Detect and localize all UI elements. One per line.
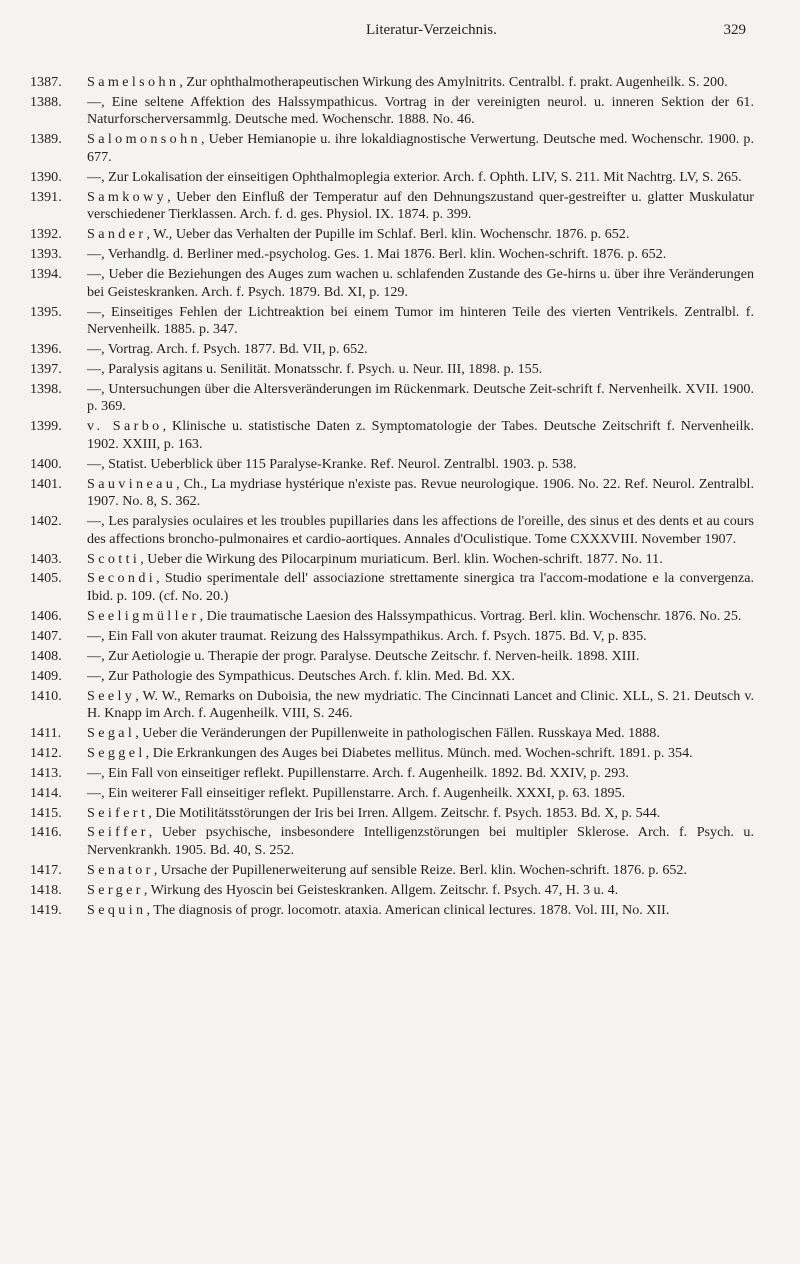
entry-number: 1391.: [30, 188, 62, 205]
bibliography-entry: [0, 882, 800, 900]
entry-text: —, Ein Fall von akuter traumat. Reizung des Halssympathikus. Arch. f. Psych. 1875. Bd. V, p. 835.: [87, 627, 647, 644]
entry-author: Seggel: [87, 744, 146, 761]
entry-number: 1405.: [30, 570, 62, 587]
entry-number: 1417.: [30, 861, 62, 878]
entry-text: , Ueber Hemianopie u. ihre lokaldiagnostische Verwertung. Deutsche med. Wochenschr. 1900. p. 677.: [87, 131, 754, 165]
entry-text: —, Ein Fall von einseitiger reflekt. Pupillenstarre. Arch. f. Augenheilk. 1892. Bd. XXIV, p. 293.: [87, 764, 629, 781]
bibliography-entry: [0, 476, 800, 511]
entry-text: —, Zur Lokalisation der einseitigen Ophthalmoplegia exterior. Arch. f. Ophth. LIV, S. 211. Mit Nachtrg. LV, S. 265.: [87, 168, 742, 185]
entry-number: 1415.: [30, 804, 62, 821]
entry-author: Secondi: [87, 570, 157, 587]
entry-number: 1403.: [30, 550, 62, 567]
entry-author: Scotti: [87, 550, 141, 567]
bibliography-entry: [0, 745, 800, 763]
bibliography-entry: [0, 648, 800, 666]
entry-body: [87, 476, 754, 510]
entry-body: [87, 246, 666, 262]
entry-body: [87, 94, 754, 128]
bibliography-entry: [0, 169, 800, 187]
entry-body: [87, 608, 741, 624]
bibliography-entry: [0, 608, 800, 626]
entry-number: 1396.: [30, 340, 62, 357]
entry-body: [87, 341, 368, 357]
page-number: 329: [723, 22, 746, 38]
entry-text: —, Zur Aetiologie u. Therapie der progr. Paralyse. Deutsche Zeitschr. f. Nerven-heilk. 1898. XIII.: [87, 647, 640, 664]
entry-number: 1410.: [30, 687, 62, 704]
bibliography-entry: [0, 131, 800, 166]
entry-number: 1418.: [30, 881, 62, 898]
entry-body: [87, 648, 639, 664]
bibliography-entry: [0, 341, 800, 359]
entry-body: [87, 882, 618, 898]
entry-body: [87, 785, 625, 801]
entry-text: , Ch., La mydriase hystérique n'existe pas. Revue neurologique. 1906. No. 22. Ref. Neurol. Zentralbl. 1907. No. 8, S. 362.: [87, 475, 754, 510]
bibliography-list: [0, 74, 800, 922]
bibliography-entry: [0, 824, 800, 859]
entry-number: 1389.: [30, 131, 62, 148]
entry-text: , The diagnosis of progr. locomotr. ataxia. American clinical lectures. 1878. Vol. III, No. XII.: [146, 901, 670, 918]
entry-author: Serger: [87, 881, 144, 898]
entry-number: 1411.: [30, 725, 62, 742]
entry-body: [87, 74, 728, 90]
entry-body: [87, 169, 742, 185]
entry-author: Seifert: [87, 804, 149, 821]
entry-author: Seiffer: [87, 824, 149, 841]
entry-body: [87, 361, 542, 377]
bibliography-entry: [0, 361, 800, 379]
entry-author: Senator: [87, 861, 154, 878]
entry-number: 1406.: [30, 607, 62, 624]
entry-body: [87, 805, 660, 821]
entry-body: [87, 765, 629, 781]
entry-body: [87, 456, 577, 472]
entry-number: 1407.: [30, 627, 62, 644]
bibliography-entry: [0, 805, 800, 823]
entry-number: 1399.: [30, 418, 62, 435]
bibliography-entry: [0, 628, 800, 646]
entry-text: , Klinische u. statistische Daten z. Symptomatologie der Tabes. Deutsche Zeitschrift f. Nervenheilk. 1902. XXIII, p. 163.: [87, 418, 754, 452]
page-header: [0, 22, 800, 46]
entry-text: —, Eine seltene Affektion des Halssympathicus. Vortrag in der vereinigten neurol. u. inneren Sektion der 61. Naturforscherversammlg. Deutsche med. Wochenschr. 1888. No. 46.: [87, 93, 754, 128]
bibliography-entry: [0, 688, 800, 723]
entry-number: 1392.: [30, 226, 62, 243]
entry-number: 1419.: [30, 901, 62, 918]
entry-number: 1395.: [30, 303, 62, 320]
entry-author: Sequin: [87, 901, 147, 918]
entry-text: , W. W., Remarks on Duboisia, the new mydriatic. The Cincinnati Lancet and Clinic. XLL, S. 21. Deutsch v. H. Knapp im Arch. f. Augenheilk. VIII, S. 246.: [87, 687, 754, 722]
entry-text: , Zur ophthalmotherapeutischen Wirkung des Amylnitrits. Centralbl. f. prakt. Augenheilk. S. 200.: [179, 74, 728, 90]
bibliography-entry: [0, 74, 800, 92]
entry-number: 1394.: [30, 266, 62, 283]
bibliography-entry: [0, 765, 800, 783]
entry-author: v. Sarbo: [87, 418, 163, 435]
bibliography-entry: [0, 246, 800, 264]
entry-text: , Wirkung des Hyoscin bei Geisteskranken. Allgem. Zeitschr. f. Psych. 47, H. 3 u. 4.: [143, 881, 619, 898]
entry-text: , W., Ueber das Verhalten der Pupille im Schlaf. Berl. klin. Wochenschr. 1876. p. 652.: [146, 226, 630, 243]
bibliography-entry: [0, 381, 800, 416]
bibliography-entry: [0, 902, 800, 920]
entry-text: , Studio sperimentale dell' associazione strettamente sinergica tra l'accom-modatione e la convergenza. Ibid. p. 109. (cf. No. 20.): [87, 570, 754, 605]
entry-body: [87, 725, 660, 741]
entry-number: 1401.: [30, 475, 62, 492]
entry-body: [87, 381, 754, 415]
bibliography-entry: [0, 668, 800, 686]
entry-text: , Ueber den Einfluß der Temperatur auf den Dehnungszustand quer-gestreifter u. glatter Muskulatur verschiedener Tierklassen. Arch. f. d. ges. Physiol. IX. 1874. p. 399.: [87, 188, 754, 223]
entry-number: 1387.: [30, 74, 62, 90]
entry-text: —, Ueber die Beziehungen des Auges zum wachen u. schlafenden Zustande des Ge-hirns u. über ihre Veränderungen bei Geisteskranken. Arch. f. Psych. 1879. Bd. XI, p. 129.: [87, 266, 754, 300]
bibliography-entry: [0, 94, 800, 129]
entry-body: [87, 131, 754, 165]
entry-text: —, Einseitiges Fehlen der Lichtreaktion bei einem Tumor im hinteren Teile des vierten Ventrikels. Zentralbl. f. Nervenheilk. 1885. p. 347.: [87, 303, 754, 338]
entry-body: [87, 628, 647, 644]
entry-text: —, Vortrag. Arch. f. Psych. 1877. Bd. VII, p. 652.: [87, 340, 368, 357]
bibliography-entry: [0, 189, 800, 224]
entry-text: , Ursache der Pupillenerweiterung auf sensible Reize. Berl. klin. Wochen-schrift. 1876. p. 652.: [153, 861, 687, 878]
entry-number: 1390.: [30, 168, 62, 185]
entry-number: 1412.: [30, 744, 62, 761]
entry-text: , Die Erkrankungen des Auges bei Diabetes mellitus. Münch. med. Wochen-schrift. 1891. p. 354.: [145, 744, 693, 761]
entry-text: —, Statist. Ueberblick über 115 Paralyse-Kranke. Ref. Neurol. Zentralbl. 1903. p. 538.: [87, 455, 577, 472]
entry-number: 1402.: [30, 513, 62, 530]
bibliography-entry: [0, 513, 800, 548]
entry-body: [87, 570, 754, 604]
entry-text: —, Untersuchungen über die Altersveränderungen im Rückenmark. Deutsche Zeit-schrift f. Nervenheilk. XVII. 1900. p. 369.: [87, 380, 754, 415]
entry-text: —, Paralysis agitans u. Senilität. Monatsschr. f. Psych. u. Neur. III, 1898. p. 155.: [87, 360, 543, 377]
entry-body: [87, 862, 687, 878]
entry-number: 1388.: [30, 93, 62, 110]
bibliography-entry: [0, 456, 800, 474]
running-title: Literatur-Verzeichnis.: [366, 22, 497, 38]
entry-text: , Die Motilitätsstörungen der Iris bei Irren. Allgem. Zeitschr. f. Psych. 1853. Bd. X, p. 544.: [148, 804, 661, 821]
entry-number: 1413.: [30, 764, 62, 781]
entry-number: 1409.: [30, 667, 62, 684]
bibliography-entry: [0, 570, 800, 605]
entry-author: Salomonsohn: [87, 131, 201, 148]
entry-author: Seely: [87, 687, 136, 704]
entry-author: Sauvineau: [87, 475, 177, 492]
entry-number: 1398.: [30, 380, 62, 397]
bibliography-entry: [0, 785, 800, 803]
entry-number: 1397.: [30, 360, 62, 377]
entry-number: 1400.: [30, 455, 62, 472]
entry-body: [87, 551, 663, 567]
entry-author: Sander: [87, 226, 147, 243]
entry-number: 1408.: [30, 647, 62, 664]
bibliography-entry: [0, 266, 800, 301]
bibliography-entry: [0, 551, 800, 569]
entry-body: [87, 902, 669, 918]
bibliography-entry: [0, 304, 800, 339]
entry-number: 1416.: [30, 824, 62, 841]
bibliography-entry: [0, 226, 800, 244]
bibliography-entry: [0, 725, 800, 743]
entry-body: [87, 189, 754, 223]
entry-text: —, Zur Pathologie des Sympathicus. Deutsches Arch. f. klin. Med. Bd. XX.: [87, 667, 515, 684]
entry-author: Segal: [87, 725, 136, 742]
entry-text: —, Ein weiterer Fall einseitiger reflekt. Pupillenstarre. Arch. f. Augenheilk. XXXI, p. 63. 1895.: [87, 784, 626, 801]
entry-text: , Ueber die Wirkung des Pilocarpinum muriaticum. Berl. klin. Wochen-schrift. 1877. No. 11.: [140, 550, 663, 567]
entry-author: Samelsohn: [87, 74, 180, 90]
entry-body: [87, 418, 754, 452]
entry-text: —, Verhandlg. d. Berliner med.-psycholog. Ges. 1. Mai 1876. Berl. klin. Wochen-schrift. 1876. p. 652.: [87, 246, 667, 263]
entry-author: Samkowy: [87, 188, 168, 205]
entry-body: [87, 668, 515, 684]
entry-text: , Ueber die Veränderungen der Pupillenweite in pathologischen Fällen. Russkaya Med. 1888.: [135, 725, 660, 742]
entry-text: , Die traumatische Laesion des Halssympathicus. Vortrag. Berl. klin. Wochenschr. 1876. No. 25.: [199, 607, 742, 624]
entry-text: , Ueber psychische, insbesondere Intelligenzstörungen bei multipler Sklerose. Arch. f. Psych. u. Nervenkrankh. 1905. Bd. 40, S. 252.: [87, 824, 754, 859]
bibliography-entry: [0, 418, 800, 453]
entry-body: [87, 226, 629, 242]
bibliography-entry: [0, 862, 800, 880]
entry-body: [87, 688, 754, 722]
entry-body: [87, 745, 693, 761]
entry-number: 1393.: [30, 246, 62, 263]
entry-body: [87, 266, 754, 300]
entry-body: [87, 824, 754, 858]
entry-body: [87, 304, 754, 338]
entry-text: —, Les paralysies oculaires et les troubles pupillaries dans les affections de l'oreille, des sinus et des dents et au cours des affections broncho-pulmonaires et cardio-aortiques. Annales d'Oculistique. Tome CXXXVIII. November 1907.: [87, 513, 754, 547]
entry-number: 1414.: [30, 784, 62, 801]
entry-author: Seeligmüller: [87, 607, 200, 624]
entry-body: [87, 513, 754, 547]
